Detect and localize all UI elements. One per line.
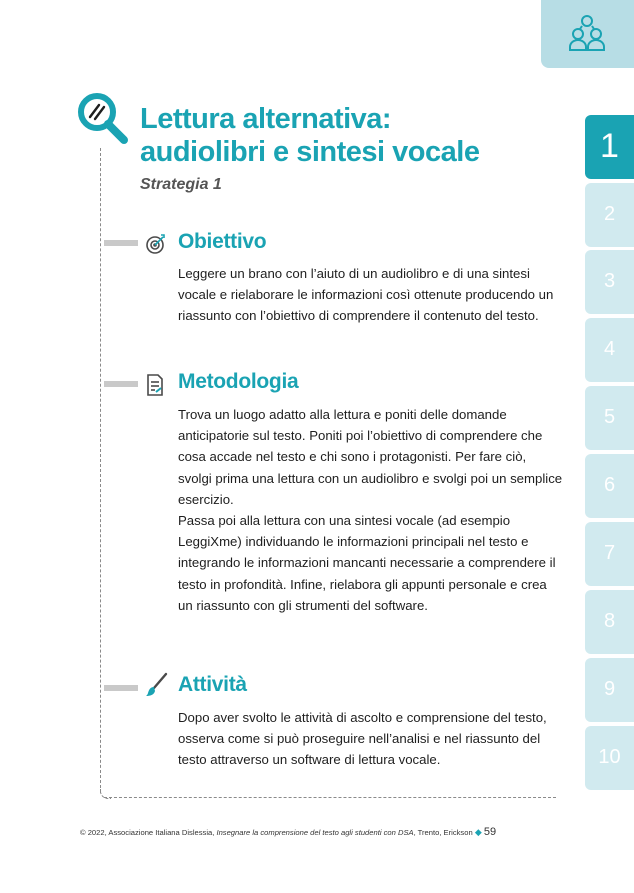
target-icon xyxy=(145,233,167,255)
heading-metodologia: Metodologia xyxy=(178,370,299,393)
chapter-tab-4[interactable] xyxy=(585,318,634,382)
section-bar-metodologia xyxy=(104,381,138,387)
book-title: Insegnare la comprensione del testo agli studenti con DSA xyxy=(216,828,414,837)
chapter-tab-8[interactable] xyxy=(585,590,634,654)
chapter-tab-5[interactable] xyxy=(585,386,634,450)
chapter-tab-label: 7 xyxy=(603,542,616,564)
publisher-text: , Trento, Erickson xyxy=(413,828,473,837)
paragraph: Leggere un brano con l’aiuto di un audiolibro e di una sintesi vocale e rielaborare le informazioni così ottenute producendo un riassunto con l’obiettivo di comprendere il contenuto del testo. xyxy=(178,266,554,324)
page-number: 59 xyxy=(483,826,497,838)
chapter-tab-3[interactable] xyxy=(585,250,634,314)
paragraph: Passa poi alla lettura con una sintesi vocale (ad esempio LeggiXme) individuando le informazioni principali nel testo e integrando le informazioni mancanti necessarie a comprendere il testo in profondità. Infine, rielabora gli appunti personale e crea un riassunto con gli strumenti del software. xyxy=(178,513,556,613)
copyright-text: © 2022, Associazione Italiana Dislessia, xyxy=(80,828,217,837)
chapter-tab-10[interactable] xyxy=(585,726,634,790)
chapter-tab-label: 5 xyxy=(603,406,616,428)
section-bar-obiettivo xyxy=(104,240,138,246)
chapter-tab-label: 4 xyxy=(603,338,616,360)
chapter-tab-label: 2 xyxy=(603,203,616,225)
section-bar-attivita xyxy=(104,685,138,691)
heading-obiettivo: Obiettivo xyxy=(178,230,267,253)
chapter-tab-label: 6 xyxy=(603,474,616,496)
body-attivita xyxy=(178,707,563,771)
chapter-tab-1[interactable] xyxy=(585,115,634,179)
chapter-tab-label: 8 xyxy=(603,610,616,632)
page-subtitle: Strategia 1 xyxy=(140,176,222,193)
paragraph: Trova un luogo adatto alla lettura e poniti delle domande anticipatorie sul testo. Poniti poi l’obiettivo di comprendere che cosa accade nel testo e chi sono i protagonisti. Per fare ciò, svolgi prima una lettura con un audiolibro e svolgi poi un semplice esercizio. xyxy=(178,407,563,507)
body-metodologia xyxy=(178,404,563,616)
chapter-tab-label: 10 xyxy=(598,746,621,768)
diamond-icon: ◆ xyxy=(474,827,482,837)
chapter-tab-label: 1 xyxy=(600,127,619,165)
body-obiettivo xyxy=(178,263,563,327)
title-line-1: Lettura alternativa: xyxy=(140,103,392,135)
chapter-tab-label: 9 xyxy=(603,678,616,700)
heading-attivita: Attività xyxy=(178,673,247,696)
brush-icon xyxy=(145,672,169,698)
dashed-guide-vertical xyxy=(100,148,101,793)
chapter-tab-label: 3 xyxy=(603,270,616,292)
title-line-2: audiolibri e sintesi vocale xyxy=(140,136,480,168)
dashed-guide-horizontal xyxy=(104,797,556,798)
document-icon xyxy=(145,373,165,397)
paragraph: Dopo aver svolto le attività di ascolto e comprensione del testo, osserva come si può proseguire nell’analisi e nel riassunto del testo attraverso un software di lettura vocale. xyxy=(178,710,547,768)
page-title xyxy=(140,103,479,169)
magnifier-icon xyxy=(76,92,132,148)
page-footer xyxy=(80,826,580,838)
people-icon xyxy=(569,14,605,52)
chapter-tab-9[interactable] xyxy=(585,658,634,722)
chapter-tab-2[interactable] xyxy=(585,183,634,247)
section-icon-box xyxy=(541,0,634,68)
chapter-tab-6[interactable] xyxy=(585,454,634,518)
chapter-tab-7[interactable] xyxy=(585,522,634,586)
